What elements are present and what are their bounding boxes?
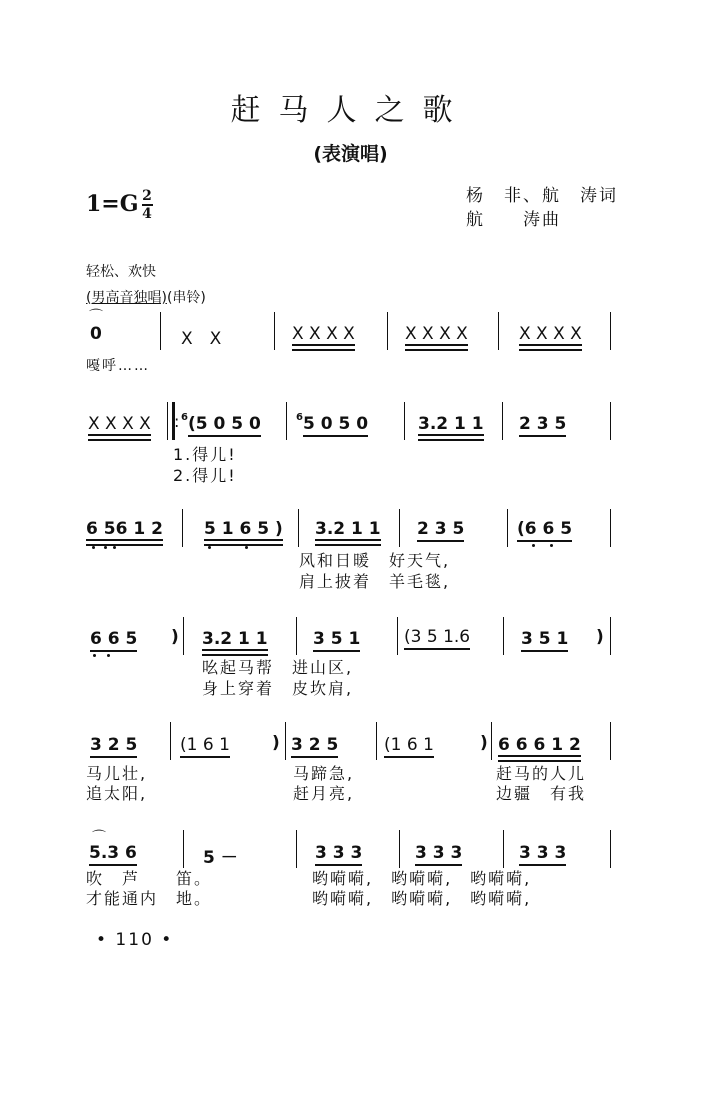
note-measure: X X X X xyxy=(405,324,468,344)
note-measure: ) xyxy=(480,733,488,753)
note-measure: 3 2 5 xyxy=(90,735,137,755)
note-measure: 6 56 1 2 xyxy=(86,519,163,539)
lyric-line: 马蹄急, xyxy=(293,764,355,783)
note-measure: 3 3 3 xyxy=(519,843,566,863)
instrument-note: (串铃) xyxy=(166,290,206,306)
lyric-line: 嘠呼…… xyxy=(86,358,150,374)
note-measure: (6 6 5 xyxy=(517,519,572,539)
lyric-line: 哟嗬嗬, 哟嗬嗬, 哟嗬嗬, xyxy=(312,869,532,888)
lyric-line: 哟嗬嗬, 哟嗬嗬, 哟嗬嗬, xyxy=(312,889,532,908)
lyric-line: 边疆 有我 xyxy=(496,784,587,803)
note-measure: 3.2 1 1 xyxy=(202,629,268,649)
note-measure: (3 5 1.6 xyxy=(404,627,470,647)
composer-credit: 航 涛曲 xyxy=(466,210,561,230)
time-den: 4 xyxy=(142,206,152,222)
performance-note xyxy=(86,287,206,307)
lyric-line: 吆起马帮 进山区, xyxy=(202,658,354,677)
song-title: 赶马人之歌 xyxy=(230,93,471,128)
note-measure: 3 3 3 xyxy=(415,843,462,863)
note-measure: ) xyxy=(596,627,604,647)
note-measure: 5.3 6 xyxy=(89,843,137,863)
note-measure: 2 3 5 xyxy=(519,414,566,434)
note-measure: 3.2 1 1 xyxy=(418,414,484,434)
lyric-line: 身上穿着 皮坎肩, xyxy=(202,679,354,698)
time-signature xyxy=(142,189,153,221)
note-measure: 3 3 3 xyxy=(315,843,362,863)
note-measure: (1 6 1 xyxy=(180,735,230,755)
lyric-line: 马儿壮, xyxy=(86,764,148,783)
note-measure: 2 3 5 xyxy=(417,519,464,539)
note-measure: X X X X xyxy=(519,324,582,344)
key-prefix: 1=G xyxy=(86,191,139,217)
time-num: 2 xyxy=(142,188,152,204)
note-measure: X X X X xyxy=(292,324,355,344)
note-measure: 0 xyxy=(90,324,102,344)
note-measure: $^6$(5 0 5 0 xyxy=(181,414,261,434)
page-number: • 110 • xyxy=(96,930,174,950)
tempo-marking: 轻松、欢快 xyxy=(86,264,156,280)
note-measure: 5 － xyxy=(203,848,238,868)
lyric-line: 赶马的人儿 xyxy=(496,764,587,783)
note-measure: X X xyxy=(181,329,222,349)
lyric-line: 才能通内 地。 xyxy=(86,889,213,908)
fermata-mark: ⌒ xyxy=(89,309,103,325)
note-measure: 6 6 6 1 2 xyxy=(498,735,581,755)
note-measure: ) xyxy=(171,627,179,647)
note-measure: $^6$5 0 5 0 xyxy=(296,414,368,434)
note-measure: 3 5 1 xyxy=(521,629,568,649)
lyric-line: 风和日暖 好天气, xyxy=(299,551,451,570)
song-subtitle: (表演唱) xyxy=(313,143,388,165)
note-measure: 6 6 5 xyxy=(90,629,137,649)
note-measure: 5 1 6 5 ) xyxy=(204,519,283,539)
note-measure: (1 6 1 xyxy=(384,735,434,755)
note-measure: 3 2 5 xyxy=(291,735,338,755)
voice-note: (男高音独唱) xyxy=(86,290,167,306)
lyric-line: 吹 芦 笛。 xyxy=(86,869,213,888)
note-measure: 3 5 1 xyxy=(313,629,360,649)
repeat-dots: : xyxy=(174,412,180,431)
lyric-line: 肩上披着 羊毛毯, xyxy=(299,572,451,591)
lyric-line: 赶月亮, xyxy=(293,784,355,803)
slur-mark: ⌒ xyxy=(92,830,106,846)
lyric-line: 追太阳, xyxy=(86,784,148,803)
lyric-line: 1.得儿! xyxy=(173,445,237,464)
note-measure: 3.2 1 1 xyxy=(315,519,381,539)
note-measure: ) xyxy=(272,733,280,753)
lyric-line: 2.得儿! xyxy=(173,466,237,485)
note-measure: X X X X xyxy=(88,414,151,434)
key-signature xyxy=(86,189,153,221)
lyricist-credit: 杨 非、航 涛词 xyxy=(466,186,618,206)
